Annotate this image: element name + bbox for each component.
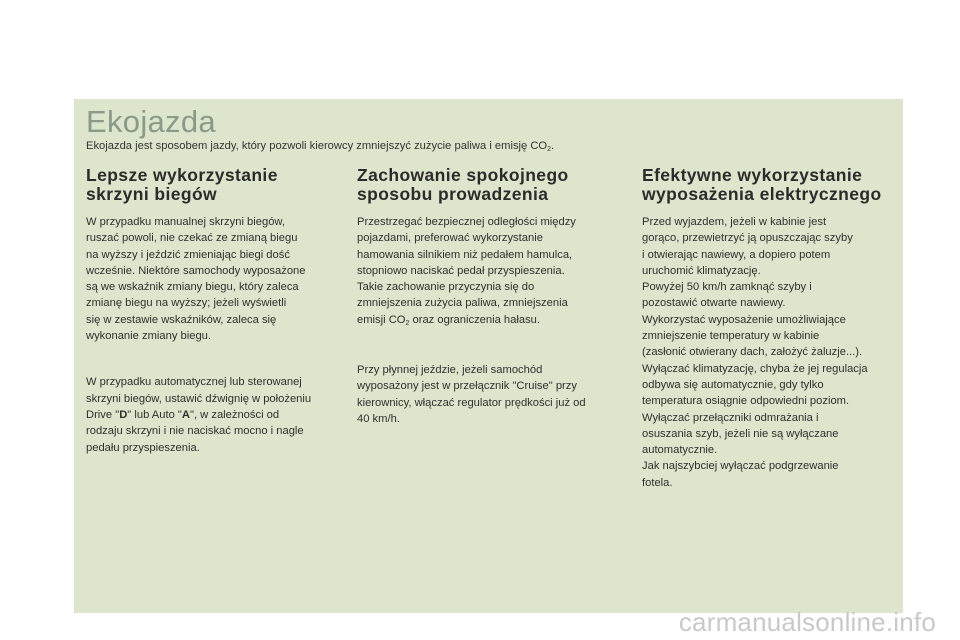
paragraph-automatic-gearbox: W przypadku automatycznej lub sterowanej skrzyni biegów, ustawić dźwignię w położeniu Drive "D" lub Auto "A", w zależności od rodzaju skrzyni i nie naciskać mocno i nagle pedału przyspieszenia. <box>86 376 312 454</box>
intro-text: Ekojazda jest sposobem jazdy, który pozwoli kierowcy zmniejszyć zużycie paliwa i emisję $CO_2$. <box>86 140 555 153</box>
page-title: Ekojazda <box>86 104 216 139</box>
column-electrical-equipment <box>642 166 904 491</box>
paragraph-safe-distance: Przestrzegać bezpiecznej odległości między pojazdami, preferować wykorzystanie hamowania silnikiem niż pedałem hamulca, stopniowo naciskać pedał przyspieszenia. Takie zachowanie przyczynia się do zmniejszenia zużycia paliwa, zmniejszenia emisji $CO_2$ oraz ograniczenia hałasu. <box>357 216 576 327</box>
column-calm-driving <box>357 166 629 427</box>
paragraph-manual-gearbox: W przypadku manualnej skrzyni biegów, ruszać powoli, nie czekać ze zmianą biegu na wyższy i jeździć zmieniając biegi dość wcześnie. Niektóre samochody wyposażone są we wskaźnik zmiany biegu, który zaleca zmianę biegu na wyższy; jeżeli wyświetli się w zestawie wskaźników, zaleca się wykonanie zmiany biegu. <box>86 216 306 343</box>
column-heading: Efektywne wykorzystanie wyposażenia elektrycznego <box>642 165 882 204</box>
paragraph-electrical-tips: Przed wyjazdem, jeżeli w kabinie jest gorąco, przewietrzyć ją opuszczając szyby i otwierając nawiewy, a dopiero potem uruchomić klimatyzację. Powyżej 50 km/h zamknąć szyby i pozostawić otwarte nawiewy. Wykorzystać wyposażenie umożliwiające zmniejszenie temperatury w kabinie (zasłonić otwierany dach, założyć żaluzje...). Wyłączać klimatyzację, chyba że jej regulacja odbywa się automatycznie, gdy tylko temperatura osiągnie odpowiedni poziom. Wyłączać przełączniki odmrażania i osuszania szyb, jeżeli nie są wyłączane automatycznie. Jak najszybciej wyłączać podgrzewanie fotela. <box>642 216 868 489</box>
column-heading: Lepsze wykorzystanie skrzyni biegów <box>86 165 278 204</box>
column-heading: Zachowanie spokojnego sposobu prowadzenia <box>357 165 569 204</box>
column-gearbox <box>86 166 348 456</box>
watermark-logo: carmanualsonline.info <box>678 607 936 637</box>
paragraph-cruise-control: Przy płynnej jeździe, jeżeli samochód wyposażony jest w przełącznik "Cruise" przy kierownicy, włączać regulator prędkości już od 40 km/h. <box>357 364 586 425</box>
